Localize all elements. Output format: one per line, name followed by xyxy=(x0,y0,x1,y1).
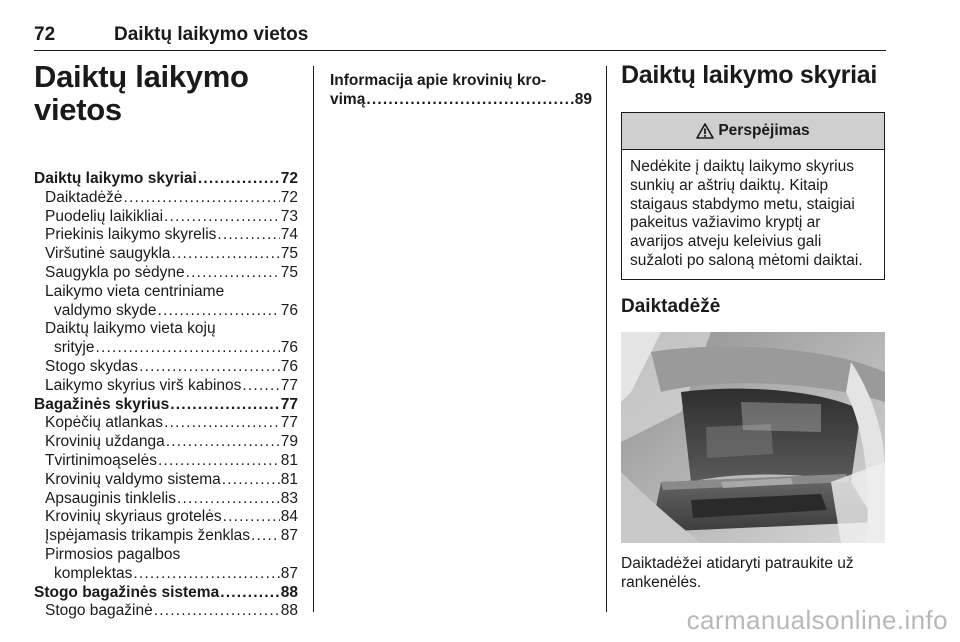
toc-leader-dots xyxy=(220,584,280,603)
chapter-title-line2: vietos xyxy=(34,92,122,127)
toc-page-number: 76 xyxy=(280,339,298,357)
toc-entry-label: Krovinių uždanga xyxy=(45,433,165,451)
page-header xyxy=(34,20,886,51)
toc-entry[interactable] xyxy=(34,283,298,302)
toc-leader-dots xyxy=(222,471,280,490)
toc-page-number: 77 xyxy=(280,414,298,432)
toc-leader-dots xyxy=(251,527,280,546)
toc-entry[interactable] xyxy=(34,433,298,452)
toc-entry-label: komplektas xyxy=(54,564,133,582)
toc-column xyxy=(34,60,298,621)
toc-entry[interactable] xyxy=(34,508,298,527)
toc-page-number: 89 xyxy=(574,90,592,108)
toc-page-number: 77 xyxy=(280,376,298,394)
toc-page-number: 81 xyxy=(280,470,298,488)
toc-leader-dots xyxy=(133,565,279,584)
toc-entry-label: Kopėčių atlankas xyxy=(45,414,164,432)
toc-page-number: 75 xyxy=(280,263,298,281)
toc-entry-label: Viršutinė saugykla xyxy=(45,245,171,263)
toc-entry-label: srityje xyxy=(54,339,95,357)
toc-page-number: 73 xyxy=(280,207,298,225)
toc-section-entry[interactable] xyxy=(34,396,298,415)
toc-entry-label: Laikymo skyrius virš kabinos xyxy=(45,376,242,394)
toc-entry-label: Saugykla po sėdyne xyxy=(45,263,185,281)
toc-leader-dots xyxy=(124,189,280,208)
toc-entry-label: valdymo skyde xyxy=(54,301,157,319)
toc-leader-dots xyxy=(166,433,280,452)
toc-leader-dots xyxy=(95,339,279,358)
toc-entry-label: Krovinių skyriaus grotelės xyxy=(45,508,222,526)
column-divider-right xyxy=(606,66,607,612)
toc-entry[interactable] xyxy=(34,302,298,321)
toc-leader-dots xyxy=(217,226,279,245)
toc-entry[interactable] xyxy=(34,189,298,208)
toc-entry-label: Stogo bagažinės sistema xyxy=(34,583,220,601)
watermark: carmanualsonline.info xyxy=(686,605,948,635)
toc-entry-label: Daiktų laikymo vieta kojų xyxy=(45,320,216,338)
warning-title: Perspėjimas xyxy=(718,122,810,139)
toc-page-number: 76 xyxy=(280,357,298,375)
toc-page-number: 87 xyxy=(280,564,298,582)
toc-leader-dots xyxy=(223,508,280,527)
warning-header xyxy=(622,113,884,150)
toc-leader-dots xyxy=(158,302,280,321)
toc-entry[interactable] xyxy=(34,208,298,227)
toc-leader-dots xyxy=(198,170,280,189)
column-divider-left xyxy=(313,66,314,612)
warning-text: Nedėkite į daiktų laikymo skyrius sunkių ar aštrių daiktų. Kitaip staigaus stabdymo metu, staigiai pakeitus važiavimo kryptį ar avarijos atveju keleivius gali sužaloti po saloną mėtomi daiktai. xyxy=(630,158,863,269)
toc-entry[interactable] xyxy=(34,226,298,245)
toc-leader-dots xyxy=(177,490,280,509)
toc-entry[interactable] xyxy=(34,377,298,396)
running-title: Daiktų laikymo vietos xyxy=(114,24,309,45)
toc-page-number: 75 xyxy=(280,245,298,263)
toc-page-number: 72 xyxy=(280,170,298,187)
toc-entry[interactable] xyxy=(34,414,298,433)
toc-entry-label: Priekinis laikymo skyrelis xyxy=(45,226,217,244)
toc-entry-label: Laikymo vieta centriniame xyxy=(45,282,225,300)
warning-box xyxy=(621,112,885,280)
toc-entry[interactable] xyxy=(34,358,298,377)
toc-page-number: 81 xyxy=(280,451,298,469)
toc-page-number: 79 xyxy=(280,433,298,451)
toc-leader-dots xyxy=(158,452,280,471)
toc-entry[interactable] xyxy=(34,264,298,283)
toc-leader-dots xyxy=(164,414,280,433)
photo-caption: Daiktadėžei atidaryti patraukite už rankenėlės. xyxy=(621,554,854,591)
toc-leader-dots xyxy=(186,264,280,283)
toc-entry-label: Pirmosios pagalbos xyxy=(45,545,181,563)
toc-leader-dots xyxy=(366,91,573,110)
toc-page-number: 83 xyxy=(280,489,298,507)
toc-leader-dots xyxy=(154,602,280,621)
toc-entry-info[interactable] xyxy=(330,72,592,110)
toc-leader-dots xyxy=(242,377,279,396)
toc-page-number: 72 xyxy=(280,188,298,206)
toc-page-number: 77 xyxy=(280,395,298,413)
toc-entry[interactable] xyxy=(34,471,298,490)
toc-entry-label: Puodelių laikikliai xyxy=(45,207,164,225)
subsection-title: Daiktadėžė xyxy=(621,295,721,317)
chapter-title xyxy=(34,60,298,126)
chapter-title-line1: Daiktų laikymo xyxy=(34,59,249,94)
toc-entry-label: Daiktadėžė xyxy=(45,188,123,206)
toc-entry[interactable] xyxy=(34,490,298,509)
toc-page-number: 76 xyxy=(280,301,298,319)
toc-page-number: 88 xyxy=(280,602,298,620)
warning-triangle-icon xyxy=(696,123,714,139)
toc-leader-dots xyxy=(170,396,279,415)
toc-entry[interactable] xyxy=(34,527,298,546)
toc-entry-label: vimą xyxy=(330,90,366,108)
toc-entry-label: Įspėjamasis trikampis ženklas xyxy=(45,527,251,545)
toc-page-number: 87 xyxy=(280,527,298,545)
toc-page-number: 74 xyxy=(280,226,298,244)
middle-column xyxy=(330,72,592,110)
glovebox-photo xyxy=(621,332,885,543)
toc-entry[interactable] xyxy=(34,320,298,339)
toc-entry-label: Tvirtinimoąselės xyxy=(45,451,157,469)
content-column xyxy=(621,60,886,592)
toc-entry-label: Daiktų laikymo skyriai xyxy=(34,170,197,187)
page-number: 72 xyxy=(34,24,56,45)
toc-entry-label: Stogo bagažinė xyxy=(45,602,153,620)
toc-entry-label: Bagažinės skyrius xyxy=(34,395,170,413)
table-of-contents xyxy=(34,170,298,621)
toc-entry[interactable] xyxy=(34,339,298,358)
toc-leader-dots xyxy=(172,245,280,264)
toc-leader-dots xyxy=(139,358,280,377)
toc-entry[interactable] xyxy=(34,245,298,264)
toc-section-entry[interactable] xyxy=(34,170,298,189)
toc-leader-dots xyxy=(164,208,280,227)
section-title: Daiktų laikymo skyriai xyxy=(621,61,878,89)
toc-entry-label: Krovinių valdymo sistema xyxy=(45,470,221,488)
toc-page-number: 88 xyxy=(280,583,298,601)
toc-entry[interactable] xyxy=(34,452,298,471)
toc-entry-label: Stogo skydas xyxy=(45,357,139,375)
toc-page-number: 84 xyxy=(280,508,298,526)
toc-entry[interactable] xyxy=(34,602,298,621)
toc-entry-label: Informacija apie krovinių kro- xyxy=(330,72,547,89)
toc-section-entry[interactable] xyxy=(34,584,298,603)
toc-entry-label: Apsauginis tinklelis xyxy=(45,489,176,507)
toc-entry[interactable] xyxy=(34,565,298,584)
toc-entry[interactable] xyxy=(34,546,298,565)
